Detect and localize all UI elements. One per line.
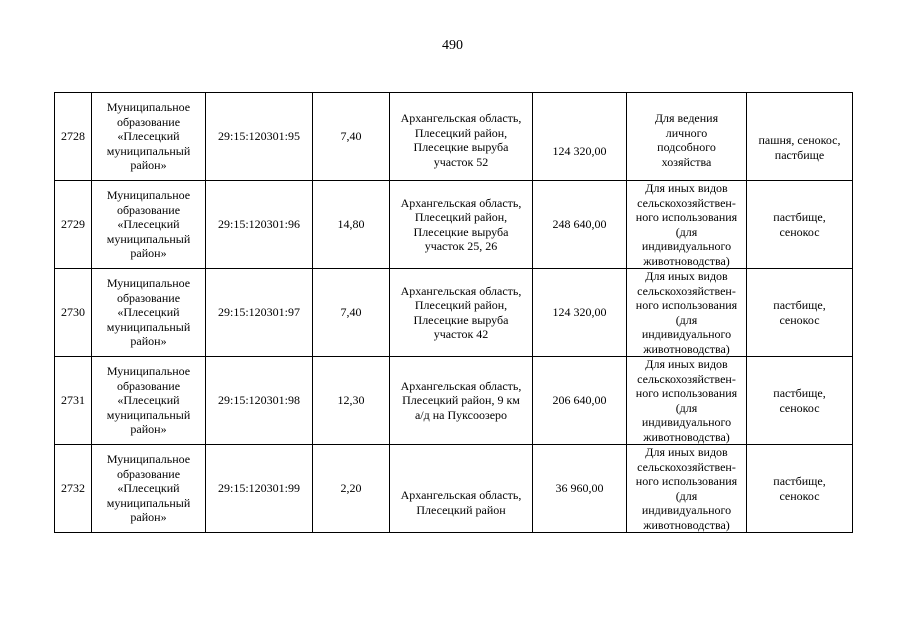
address-cell: Архангельская область, Плесецкий район, Плесецкие выруба участок 25, 26 [390, 181, 533, 269]
area-cell: 14,80 [313, 181, 390, 269]
cadastral-value-cell: 124 320,00 [533, 269, 627, 357]
owner-cell: Муниципальное образование «Плесецкий муниципальный район» [92, 93, 206, 181]
land-type-cell: пастбище, сенокос [747, 357, 853, 445]
address-cell: Архангельская область, Плесецкий район [390, 445, 533, 533]
permitted-use-cell: Для иных видов сельскохозяйствен- ного использования (для индивидуального животноводства) [627, 181, 747, 269]
area-cell: 7,40 [313, 93, 390, 181]
permitted-use-cell: Для ведения личного подсобного хозяйства [627, 93, 747, 181]
address-cell: Архангельская область, Плесецкий район, Плесецкие выруба участок 52 [390, 93, 533, 181]
owner-cell: Муниципальное образование «Плесецкий муниципальный район» [92, 181, 206, 269]
permitted-use-cell: Для иных видов сельскохозяйствен- ного использования (для индивидуального животноводства) [627, 357, 747, 445]
permitted-use-cell: Для иных видов сельскохозяйствен- ного использования (для индивидуального животноводства) [627, 269, 747, 357]
permitted-use-cell: Для иных видов сельскохозяйствен- ного использования (для индивидуального животноводства) [627, 445, 747, 533]
table-row [55, 269, 853, 357]
cadastral-value-cell: 124 320,00 [533, 93, 627, 181]
land-type-cell: пастбище, сенокос [747, 181, 853, 269]
cadastral-number-cell: 29:15:120301:98 [206, 357, 313, 445]
table-row [55, 93, 853, 181]
address-cell: Архангельская область, Плесецкий район, 9 км а/д на Пуксоозеро [390, 357, 533, 445]
page-number: 490 [442, 38, 463, 53]
address-cell: Архангельская область, Плесецкий район, Плесецкие выруба участок 42 [390, 269, 533, 357]
land-type-cell: пашня, сенокос, пастбище [747, 93, 853, 181]
owner-cell: Муниципальное образование «Плесецкий муниципальный район» [92, 269, 206, 357]
table-row [55, 445, 853, 533]
cadastral-number-cell: 29:15:120301:99 [206, 445, 313, 533]
land-registry-table [54, 92, 853, 533]
cadastral-number-cell: 29:15:120301:95 [206, 93, 313, 181]
cadastral-number-cell: 29:15:120301:97 [206, 269, 313, 357]
land-type-cell: пастбище, сенокос [747, 445, 853, 533]
cadastral-value-cell: 248 640,00 [533, 181, 627, 269]
row-number: 2732 [55, 445, 92, 533]
area-cell: 2,20 [313, 445, 390, 533]
row-number: 2728 [55, 93, 92, 181]
cadastral-number-cell: 29:15:120301:96 [206, 181, 313, 269]
area-cell: 12,30 [313, 357, 390, 445]
area-cell: 7,40 [313, 269, 390, 357]
table-row [55, 357, 853, 445]
table-row [55, 181, 853, 269]
row-number: 2731 [55, 357, 92, 445]
cadastral-value-cell: 36 960,00 [533, 445, 627, 533]
land-type-cell: пастбище, сенокос [747, 269, 853, 357]
owner-cell: Муниципальное образование «Плесецкий муниципальный район» [92, 445, 206, 533]
row-number: 2729 [55, 181, 92, 269]
owner-cell: Муниципальное образование «Плесецкий муниципальный район» [92, 357, 206, 445]
row-number: 2730 [55, 269, 92, 357]
cadastral-value-cell: 206 640,00 [533, 357, 627, 445]
